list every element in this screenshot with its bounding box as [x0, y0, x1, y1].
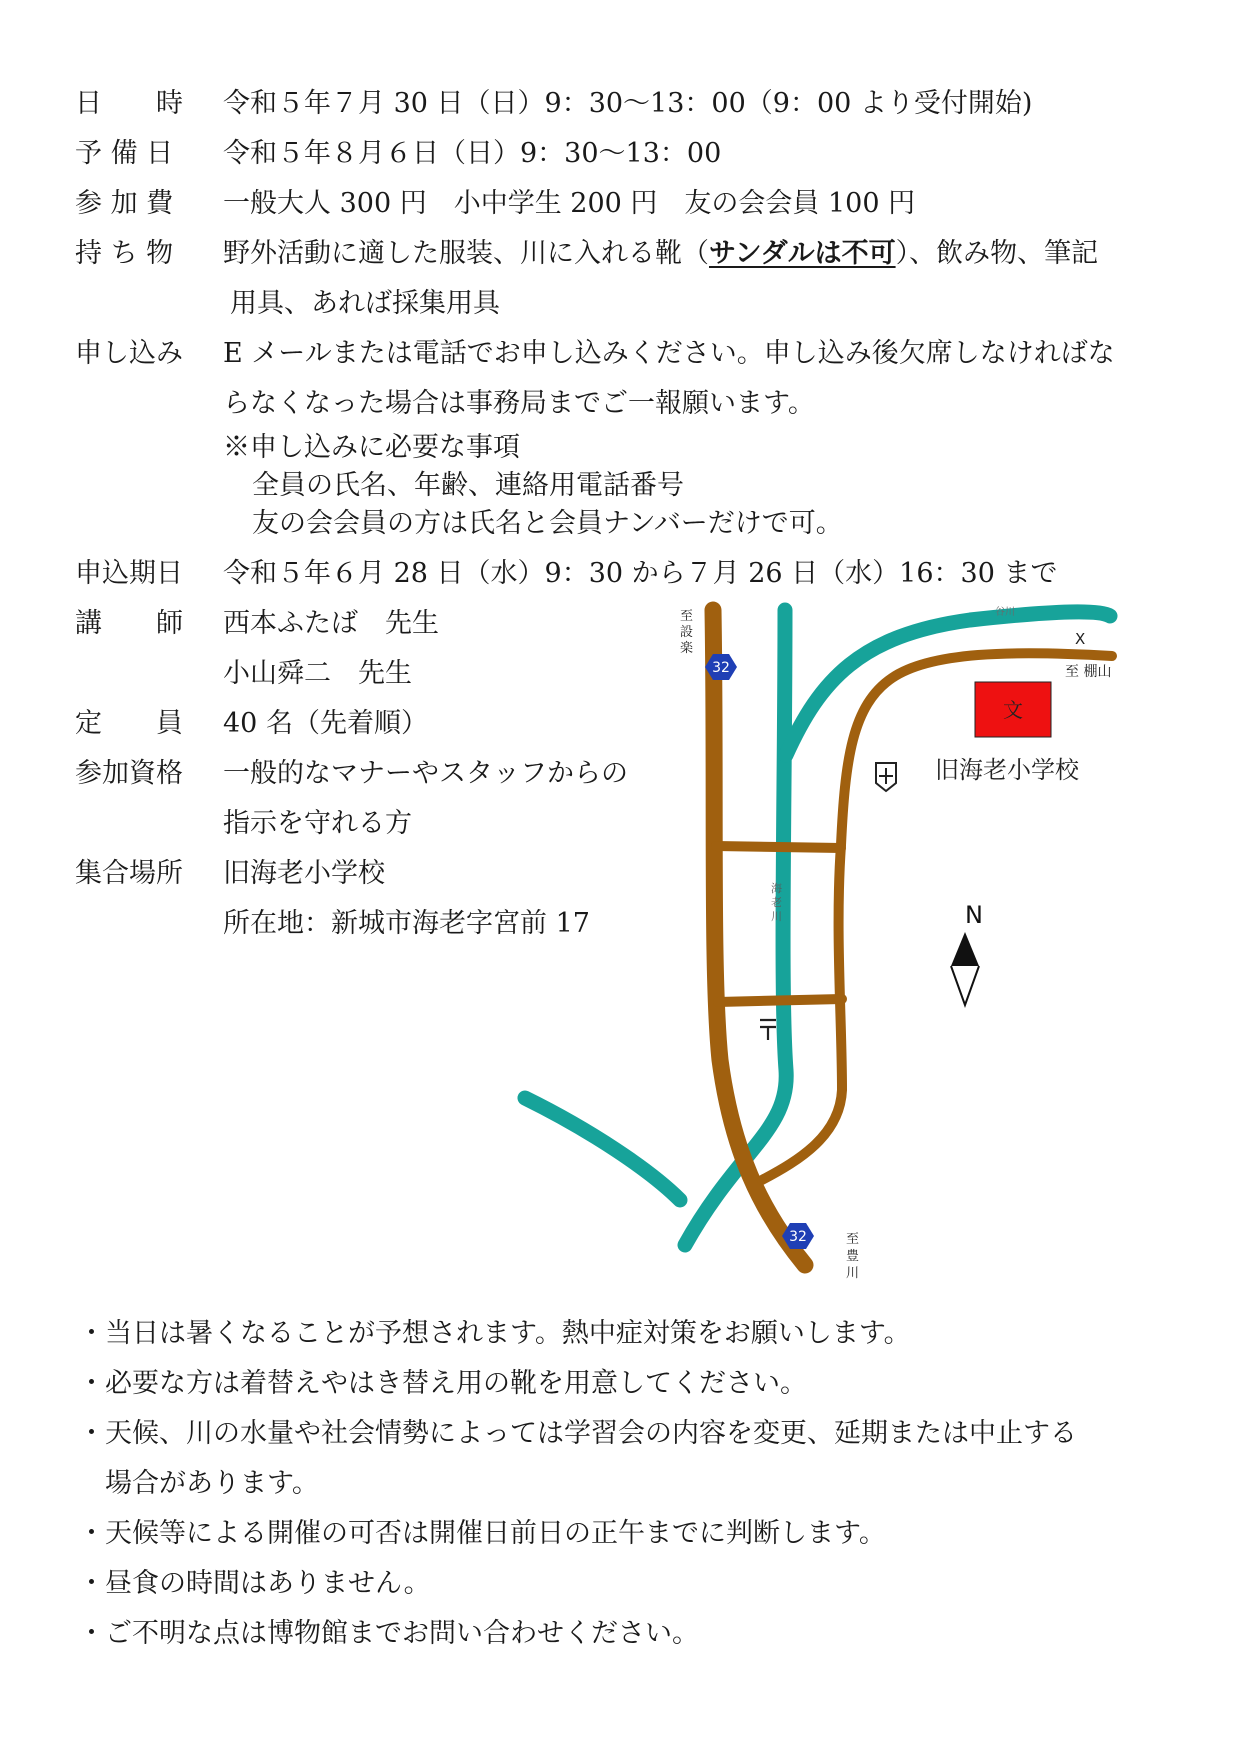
- label-to-shitara-3: 楽: [680, 641, 694, 656]
- school-name-label: 旧海老小学校: [935, 756, 1079, 784]
- row-value: 一般大人 300 円 小中学生 200 円 友の会会員 100 円: [223, 188, 916, 219]
- items-text-post: ）、飲み物、筆記: [895, 238, 1099, 269]
- river-tributary: [525, 1098, 680, 1200]
- row-label: 集合場所: [75, 858, 183, 889]
- row-label: 日 時: [75, 88, 183, 119]
- row-value: 友の会会員の方は氏名と会員ナンバーだけで可。: [252, 508, 843, 539]
- note-heat: ・当日は暑くなることが予想されます。熱中症対策をお願いします。: [78, 1318, 911, 1349]
- koban-x-mark: X: [1075, 630, 1086, 648]
- tani-river: [786, 612, 1110, 755]
- row-label: 講 師: [75, 608, 183, 639]
- row-value: [223, 236, 1098, 272]
- label-ebi-river-3: 川: [771, 910, 782, 923]
- label-to-tanayama: 至 棚山: [1065, 664, 1112, 680]
- route-number: 32: [789, 1229, 807, 1245]
- row-value: 令和５年８月６日（日）9：30～13：00: [223, 138, 722, 169]
- north-arrow-icon: [951, 932, 979, 1005]
- row-value: 令和５年６月 28 日（水）9：30 から７月 26 日（水）16：30 まで: [223, 558, 1058, 589]
- label-to-toyokawa-1: 至: [846, 1232, 860, 1247]
- row-label: 定 員: [75, 708, 183, 739]
- label-to-toyokawa-2: 豊: [846, 1249, 860, 1264]
- row-value: 小山舜二 先生: [223, 658, 412, 689]
- row-value: 所在地：新城市海老字宮前 17: [223, 908, 590, 939]
- north-label: N: [965, 901, 983, 929]
- road-cross-2: [718, 999, 842, 1002]
- row-value: E メールまたは電話でお申し込みください。申し込み後欠席しなければな: [223, 338, 1115, 369]
- post-office-icon: [760, 1020, 776, 1040]
- row-value: らなくなった場合は事務局までご一報願います。: [223, 388, 815, 419]
- row-value: ※申し込みに必要な事項: [223, 432, 520, 463]
- row-value: 用具、あれば採集用具: [230, 288, 500, 319]
- label-ebi-river-1: 海: [771, 882, 782, 895]
- label-to-shitara-1: 至: [680, 609, 694, 624]
- row-label: 申込期日: [75, 558, 183, 589]
- row-value: 全員の氏名、年齢、連絡用電話番号: [252, 470, 684, 501]
- note-shoes: ・必要な方は着替えやはき替え用の靴を用意してください。: [78, 1368, 807, 1399]
- hospital-icon: [876, 763, 896, 791]
- road-cross-1: [716, 846, 841, 848]
- label-to-shitara-2: 設: [680, 625, 694, 640]
- access-map: [500, 590, 1160, 1290]
- note-decision: ・天候等による開催の可否は開催日前日の正午までに判断します。: [78, 1518, 886, 1549]
- label-tanigawa: 谷川: [995, 607, 1015, 618]
- row-label: 参 加 費: [75, 188, 174, 219]
- row-label: 持 ち 物: [75, 238, 174, 269]
- label-to-toyokawa-3: 川: [846, 1266, 860, 1281]
- note-weather-change-cont: 場合があります。: [105, 1468, 319, 1499]
- row-label: 申し込み: [75, 338, 183, 369]
- school-symbol: 文: [1003, 698, 1023, 722]
- note-contact: ・ご不明な点は博物館までお問い合わせください。: [78, 1618, 699, 1649]
- row-value: 旧海老小学校: [223, 858, 385, 889]
- row-value: 一般的なマナーやスタッフからの: [223, 758, 628, 789]
- note-weather-change: ・天候、川の水量や社会情勢によっては学習会の内容を変更、延期または中止する: [78, 1418, 1077, 1449]
- route-number: 32: [712, 660, 730, 676]
- row-value: 40 名（先着順）: [223, 708, 428, 739]
- label-ebi-river-2: 老: [771, 896, 782, 909]
- items-sandal-warning: サンダルは不可: [709, 238, 896, 269]
- items-text-pre: 野外活動に適した服装、川に入れる靴（: [223, 238, 709, 269]
- note-no-lunch: ・昼食の時間はありません。: [78, 1568, 431, 1599]
- row-label: 予 備 日: [75, 138, 174, 169]
- row-value: 西本ふたば 先生: [223, 608, 439, 639]
- row-value: 令和５年７月 30 日（日）9：30～13：00（9：00 より受付開始): [223, 88, 1033, 119]
- row-value: 指示を守れる方: [223, 808, 412, 839]
- row-label: 参加資格: [75, 758, 183, 789]
